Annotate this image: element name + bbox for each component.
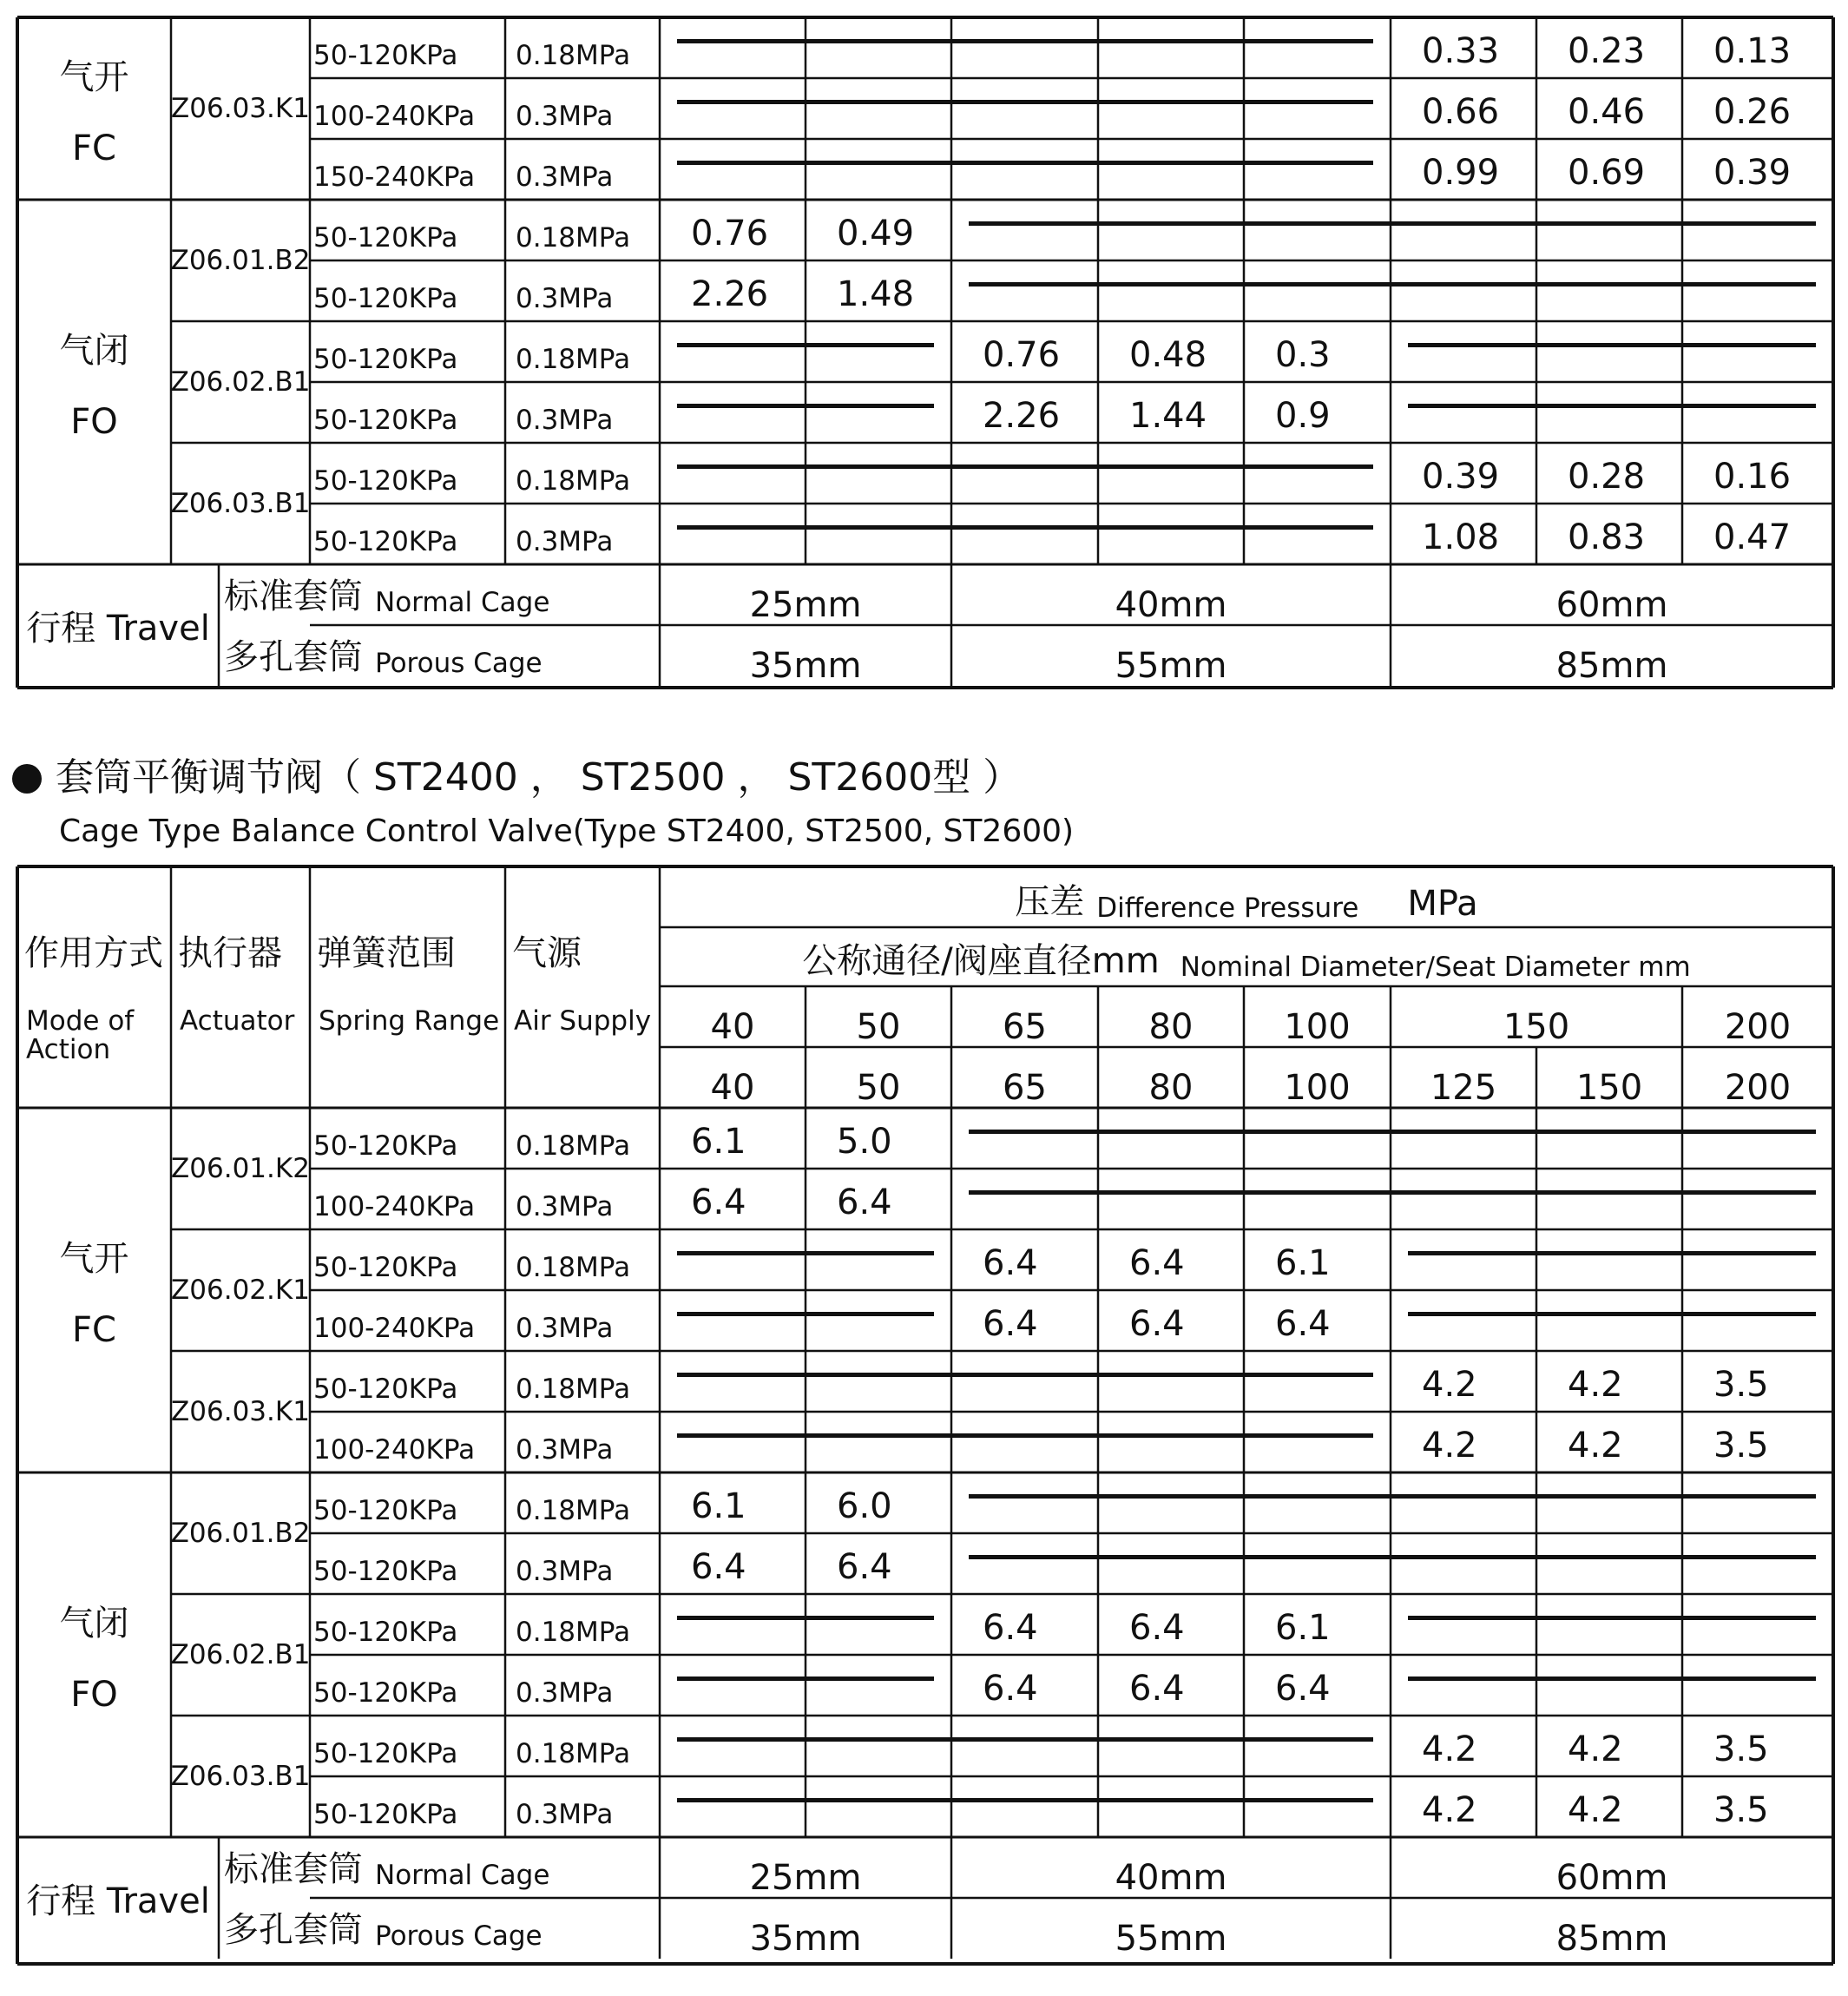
travel-value: 25mm bbox=[749, 585, 862, 625]
spring-header-zh: 弹簧范围 bbox=[317, 933, 456, 973]
air-header-zh: 气源 bbox=[512, 933, 582, 973]
pressure-value: 6.4 bbox=[691, 1182, 746, 1222]
cage-type-porous bbox=[219, 625, 660, 686]
cage-type-porous bbox=[219, 1898, 660, 1959]
cage-zh: 多孔套筒 bbox=[224, 1910, 363, 1950]
pressure-value: 0.76 bbox=[691, 214, 769, 254]
pressure-value: 4.2 bbox=[1568, 1729, 1623, 1769]
nominal-zh: 公称通径/阀座直径mm bbox=[802, 941, 1160, 981]
pressure-value: 0.47 bbox=[1713, 517, 1792, 557]
cage-en: Porous Cage bbox=[375, 1920, 543, 1952]
pressure-value: 0.99 bbox=[1422, 153, 1500, 193]
actuator-model: Z06.02.B1 bbox=[170, 1639, 311, 1670]
air-supply: 0.3MPa bbox=[516, 526, 614, 557]
pressure-value: 6.4 bbox=[1129, 1669, 1185, 1709]
mode-en: FC bbox=[72, 128, 116, 168]
pressure-value: 2.26 bbox=[983, 396, 1061, 436]
not-applicable-dash bbox=[969, 221, 1816, 226]
pressure-value: 6.4 bbox=[1129, 1304, 1185, 1344]
pressure-value: 2.26 bbox=[691, 274, 769, 314]
mode-en: FO bbox=[70, 401, 118, 442]
pressure-value: 6.4 bbox=[1129, 1243, 1185, 1283]
nominal-size: 200 bbox=[1724, 1007, 1792, 1047]
spring-range: 50-120KPa bbox=[313, 1130, 458, 1162]
cage-zh: 多孔套筒 bbox=[224, 637, 363, 677]
spring-range: 50-120KPa bbox=[313, 222, 458, 254]
not-applicable-dash bbox=[677, 1677, 934, 1681]
pressure-value: 6.4 bbox=[691, 1547, 746, 1587]
pressure-value: 0.9 bbox=[1275, 396, 1331, 436]
bottom-spec-table bbox=[17, 866, 1833, 1964]
pressure-value: 6.0 bbox=[837, 1486, 892, 1526]
actuator-model: Z06.01.B2 bbox=[170, 1518, 311, 1549]
nominal-size: 50 bbox=[856, 1007, 901, 1047]
travel-value: 85mm bbox=[1555, 646, 1668, 686]
pressure-value: 0.69 bbox=[1568, 153, 1646, 193]
pressure-value: 5.0 bbox=[837, 1122, 892, 1162]
pressure-value: 4.2 bbox=[1568, 1365, 1623, 1405]
spring-range: 50-120KPa bbox=[313, 1799, 458, 1830]
not-applicable-dash bbox=[1408, 1312, 1816, 1316]
air-supply: 0.3MPa bbox=[516, 1677, 614, 1709]
not-applicable-dash bbox=[677, 1433, 1373, 1438]
pressure-value: 6.4 bbox=[983, 1608, 1038, 1648]
seat-size: 65 bbox=[1003, 1068, 1047, 1108]
cage-zh: 标准套筒 bbox=[224, 576, 363, 616]
pressure-value: 6.4 bbox=[837, 1182, 892, 1222]
nominal-size: 150 bbox=[1503, 1007, 1570, 1047]
seat-size: 100 bbox=[1284, 1068, 1351, 1108]
not-applicable-dash bbox=[1408, 1251, 1816, 1255]
air-supply: 0.3MPa bbox=[516, 161, 614, 193]
pressure-value: 0.23 bbox=[1568, 31, 1646, 71]
travel-value: 85mm bbox=[1555, 1919, 1668, 1959]
pressure-value: 4.2 bbox=[1422, 1365, 1477, 1405]
travel-label: 行程 Travel bbox=[26, 1881, 210, 1921]
pressure-value: 0.83 bbox=[1568, 517, 1646, 557]
spring-range: 50-120KPa bbox=[313, 1677, 458, 1709]
not-applicable-dash bbox=[1408, 343, 1816, 347]
mode-zh: 气开 bbox=[59, 1238, 129, 1279]
spring-header-en: Spring Range bbox=[319, 1005, 500, 1037]
seat-size: 80 bbox=[1148, 1068, 1194, 1108]
pressure-value: 4.2 bbox=[1568, 1426, 1623, 1466]
air-supply: 0.18MPa bbox=[516, 1738, 631, 1769]
air-supply: 0.18MPa bbox=[516, 1373, 631, 1405]
pressure-value: 0.33 bbox=[1422, 31, 1500, 71]
air-supply: 0.3MPa bbox=[516, 1799, 614, 1830]
spring-range: 100-240KPa bbox=[313, 1434, 476, 1466]
spring-range: 100-240KPa bbox=[313, 101, 476, 132]
not-applicable-dash bbox=[677, 100, 1373, 104]
nominal-en: Nominal Diameter/Seat Diameter mm bbox=[1180, 952, 1691, 983]
pressure-value: 6.4 bbox=[983, 1243, 1038, 1283]
not-applicable-dash bbox=[677, 343, 934, 347]
seat-size: 200 bbox=[1724, 1068, 1792, 1108]
air-supply: 0.3MPa bbox=[516, 1313, 614, 1344]
actuator-model: Z06.03.K1 bbox=[171, 93, 310, 124]
cage-type-normal bbox=[219, 1837, 660, 1898]
pressure-value: 6.1 bbox=[1275, 1608, 1331, 1648]
pressure-value: 3.5 bbox=[1713, 1729, 1769, 1769]
air-supply: 0.18MPa bbox=[516, 1617, 631, 1648]
cage-en: Normal Cage bbox=[375, 587, 550, 618]
cage-type-normal bbox=[219, 564, 660, 625]
not-applicable-dash bbox=[1408, 1616, 1816, 1620]
pressure-value: 6.4 bbox=[983, 1669, 1038, 1709]
pressure-value: 0.39 bbox=[1713, 153, 1792, 193]
pressure-value: 6.1 bbox=[691, 1122, 746, 1162]
actuator-model: Z06.03.K1 bbox=[171, 1396, 310, 1427]
not-applicable-dash bbox=[677, 404, 934, 408]
nominal-size: 80 bbox=[1148, 1007, 1194, 1047]
mode-header-en: Mode of Action bbox=[26, 1005, 135, 1065]
cage-en: Porous Cage bbox=[375, 648, 543, 679]
pressure-value: 0.16 bbox=[1713, 457, 1792, 497]
pressure-value: 0.49 bbox=[837, 214, 915, 254]
cage-en: Normal Cage bbox=[375, 1860, 550, 1891]
air-supply: 0.3MPa bbox=[516, 1556, 614, 1587]
travel-value: 40mm bbox=[1115, 1858, 1227, 1898]
air-supply: 0.18MPa bbox=[516, 1130, 631, 1162]
not-applicable-dash bbox=[677, 1251, 934, 1255]
travel-value: 60mm bbox=[1555, 585, 1668, 625]
mode-zh: 气闭 bbox=[59, 1603, 129, 1644]
air-supply: 0.3MPa bbox=[516, 405, 614, 436]
spring-range: 100-240KPa bbox=[313, 1313, 476, 1344]
spring-range: 50-120KPa bbox=[313, 344, 458, 375]
spring-range: 50-120KPa bbox=[313, 40, 458, 71]
not-applicable-dash bbox=[677, 1798, 1373, 1802]
pressure-value: 0.76 bbox=[983, 335, 1061, 375]
air-supply: 0.3MPa bbox=[516, 101, 614, 132]
nominal-size: 40 bbox=[710, 1007, 755, 1047]
mode-en: FO bbox=[70, 1674, 118, 1715]
travel-value: 35mm bbox=[749, 1919, 862, 1959]
diff-unit: MPa bbox=[1407, 884, 1478, 924]
not-applicable-dash bbox=[677, 1312, 934, 1316]
not-applicable-dash bbox=[969, 1494, 1816, 1499]
travel-value: 60mm bbox=[1555, 1858, 1668, 1898]
not-applicable-dash bbox=[677, 39, 1373, 43]
not-applicable-dash bbox=[969, 282, 1816, 287]
spring-range: 50-120KPa bbox=[313, 1556, 458, 1587]
section-title-zh: 套筒平衡调节阀（ ST2400 ， ST2500 ， ST2600型 ） bbox=[56, 755, 1022, 800]
diff-zh: 压差 bbox=[1015, 882, 1085, 922]
actuator-model: Z06.02.B1 bbox=[170, 366, 311, 398]
pressure-value: 3.5 bbox=[1713, 1426, 1769, 1466]
pressure-value: 6.1 bbox=[691, 1486, 746, 1526]
spring-range: 50-120KPa bbox=[313, 526, 458, 557]
not-applicable-dash bbox=[1408, 404, 1816, 408]
spring-range: 50-120KPa bbox=[313, 1495, 458, 1526]
diff-en: Difference Pressure bbox=[1096, 893, 1359, 924]
pressure-value: 0.26 bbox=[1713, 92, 1792, 132]
travel-value: 35mm bbox=[749, 646, 862, 686]
travel-label: 行程 Travel bbox=[26, 608, 210, 649]
mode-header-zh: 作用方式 bbox=[24, 933, 163, 973]
travel-value: 40mm bbox=[1115, 585, 1227, 625]
actuator-model: Z06.03.B1 bbox=[170, 1761, 311, 1792]
top-spec-table bbox=[17, 17, 1833, 688]
pressure-value: 6.4 bbox=[1275, 1669, 1331, 1709]
section-title-en: Cage Type Balance Control Valve(Type ST2400, ST2500, ST2600) bbox=[59, 814, 1075, 849]
spring-range: 50-120KPa bbox=[313, 1617, 458, 1648]
pressure-value: 3.5 bbox=[1713, 1790, 1769, 1830]
travel-value: 55mm bbox=[1115, 646, 1227, 686]
air-supply: 0.18MPa bbox=[516, 344, 631, 375]
mode-cell-fo bbox=[17, 1472, 171, 1837]
seat-size: 50 bbox=[856, 1068, 901, 1108]
pressure-value: 1.48 bbox=[837, 274, 915, 314]
seat-size: 40 bbox=[710, 1068, 755, 1108]
pressure-value: 4.2 bbox=[1422, 1790, 1477, 1830]
bullet-icon bbox=[12, 764, 42, 794]
pressure-value: 4.2 bbox=[1422, 1729, 1477, 1769]
pressure-value: 1.08 bbox=[1422, 517, 1500, 557]
pressure-value: 0.66 bbox=[1422, 92, 1500, 132]
spring-range: 50-120KPa bbox=[313, 1252, 458, 1283]
mode-cell-fo bbox=[17, 200, 171, 564]
not-applicable-dash bbox=[677, 525, 1373, 530]
air-supply: 0.18MPa bbox=[516, 222, 631, 254]
actuator-model: Z06.03.B1 bbox=[170, 488, 311, 519]
not-applicable-dash bbox=[677, 1373, 1373, 1377]
not-applicable-dash bbox=[677, 464, 1373, 469]
not-applicable-dash bbox=[677, 161, 1373, 165]
not-applicable-dash bbox=[969, 1190, 1816, 1195]
pressure-value: 0.28 bbox=[1568, 457, 1646, 497]
air-supply: 0.18MPa bbox=[516, 1495, 631, 1526]
seat-size: 150 bbox=[1575, 1068, 1643, 1108]
pressure-value: 1.44 bbox=[1129, 396, 1207, 436]
not-applicable-dash bbox=[969, 1130, 1816, 1134]
pressure-value: 4.2 bbox=[1568, 1790, 1623, 1830]
pressure-value: 0.39 bbox=[1422, 457, 1500, 497]
mode-zh: 气闭 bbox=[59, 330, 129, 371]
pressure-value: 4.2 bbox=[1422, 1426, 1477, 1466]
not-applicable-dash bbox=[1408, 1677, 1816, 1681]
spring-range: 50-120KPa bbox=[313, 1373, 458, 1405]
air-supply: 0.18MPa bbox=[516, 465, 631, 497]
pressure-value: 6.4 bbox=[837, 1547, 892, 1587]
mode-zh: 气开 bbox=[59, 56, 129, 97]
air-supply: 0.3MPa bbox=[516, 1434, 614, 1466]
air-supply: 0.3MPa bbox=[516, 1191, 614, 1222]
mode-cell-fc bbox=[17, 17, 171, 200]
pressure-value: 6.1 bbox=[1275, 1243, 1331, 1283]
nominal-size: 100 bbox=[1284, 1007, 1351, 1047]
not-applicable-dash bbox=[677, 1737, 1373, 1742]
spring-range: 100-240KPa bbox=[313, 1191, 476, 1222]
actuator-header-en: Actuator bbox=[180, 1005, 295, 1037]
air-supply: 0.3MPa bbox=[516, 283, 614, 314]
travel-value: 25mm bbox=[749, 1858, 862, 1898]
nominal-size: 65 bbox=[1003, 1007, 1047, 1047]
spring-range: 150-240KPa bbox=[313, 161, 476, 193]
actuator-model: Z06.01.K2 bbox=[171, 1153, 310, 1184]
pressure-value: 6.4 bbox=[1129, 1608, 1185, 1648]
not-applicable-dash bbox=[969, 1555, 1816, 1559]
actuator-model: Z06.01.B2 bbox=[170, 245, 311, 276]
travel-value: 55mm bbox=[1115, 1919, 1227, 1959]
spring-range: 50-120KPa bbox=[313, 465, 458, 497]
spring-range: 50-120KPa bbox=[313, 1738, 458, 1769]
pressure-value: 6.4 bbox=[1275, 1304, 1331, 1344]
pressure-value: 0.3 bbox=[1275, 335, 1331, 375]
air-header-en: Air Supply bbox=[514, 1005, 652, 1037]
air-supply: 0.18MPa bbox=[516, 1252, 631, 1283]
seat-size: 125 bbox=[1430, 1068, 1497, 1108]
actuator-header-zh: 执行器 bbox=[178, 933, 282, 973]
pressure-value: 0.13 bbox=[1713, 31, 1792, 71]
pressure-value: 0.46 bbox=[1568, 92, 1646, 132]
spring-range: 50-120KPa bbox=[313, 405, 458, 436]
mode-cell-fc bbox=[17, 1108, 171, 1472]
air-supply: 0.18MPa bbox=[516, 40, 631, 71]
pressure-value: 3.5 bbox=[1713, 1365, 1769, 1405]
not-applicable-dash bbox=[677, 1616, 934, 1620]
pressure-value: 6.4 bbox=[983, 1304, 1038, 1344]
spring-range: 50-120KPa bbox=[313, 283, 458, 314]
mode-en: FC bbox=[72, 1309, 116, 1350]
cage-zh: 标准套筒 bbox=[224, 1849, 363, 1889]
pressure-value: 0.48 bbox=[1129, 335, 1207, 375]
actuator-model: Z06.02.K1 bbox=[171, 1275, 310, 1306]
